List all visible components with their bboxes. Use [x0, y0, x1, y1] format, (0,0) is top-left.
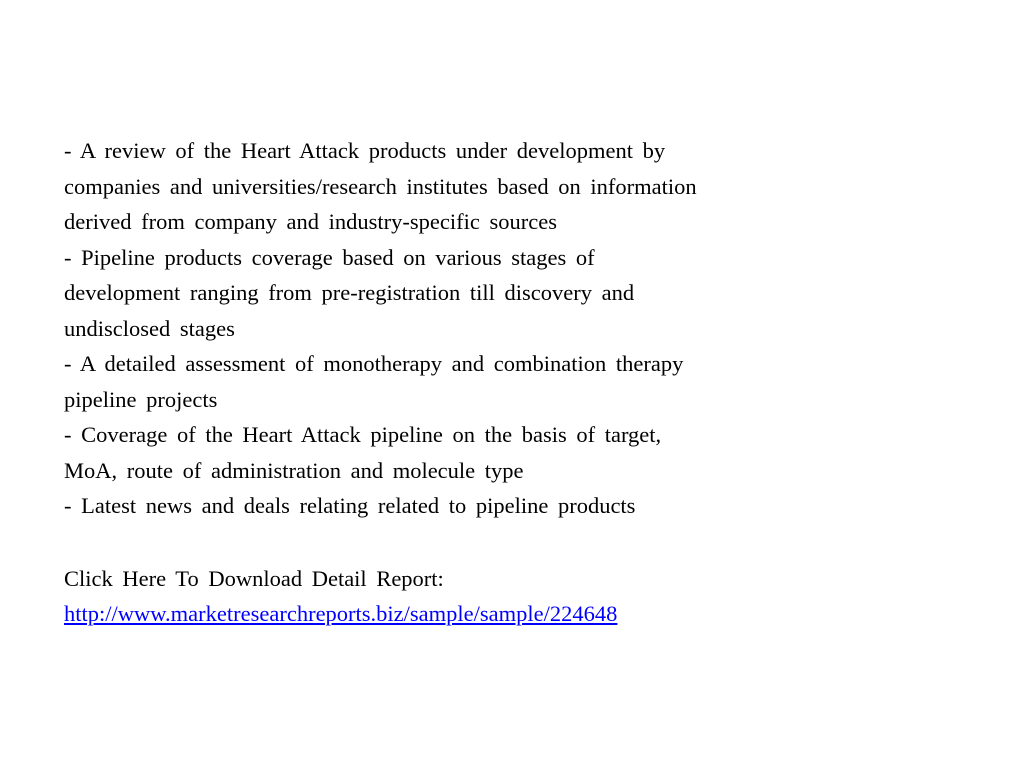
- bullet-line: - A detailed assessment of monotherapy and combination therapy: [64, 351, 684, 376]
- download-cta: [64, 561, 904, 632]
- bullet-line: development ranging from pre-registration till discovery and: [64, 280, 635, 305]
- bullet-line: - Pipeline products coverage based on various stages of: [64, 244, 595, 270]
- cta-label: Click Here To Download Detail Report:: [64, 565, 444, 591]
- bullet-line: companies and universities/research institutes based on information: [64, 173, 697, 199]
- bullet-line: pipeline projects: [64, 386, 218, 412]
- spacer: [64, 524, 904, 561]
- report-link[interactable]: http://www.marketresearchreports.biz/sample/sample/224648: [64, 601, 618, 626]
- bullet-line: derived from company and industry-specific sources: [64, 209, 557, 234]
- bullet-news-deals: [64, 488, 904, 524]
- bullet-line: undisclosed stages: [64, 315, 235, 341]
- bullet-assessment: [64, 346, 904, 417]
- bullet-pipeline-coverage: [64, 240, 904, 347]
- slide-body: [64, 133, 904, 632]
- bullet-line: - Latest news and deals relating related to pipeline products: [64, 493, 636, 518]
- bullet-line: MoA, route of administration and molecule type: [64, 457, 524, 483]
- bullet-review: [64, 133, 904, 240]
- bullet-coverage-target: [64, 417, 904, 488]
- bullet-line: - A review of the Heart Attack products under development by: [64, 138, 666, 163]
- bullet-line: - Coverage of the Heart Attack pipeline on the basis of target,: [64, 422, 662, 447]
